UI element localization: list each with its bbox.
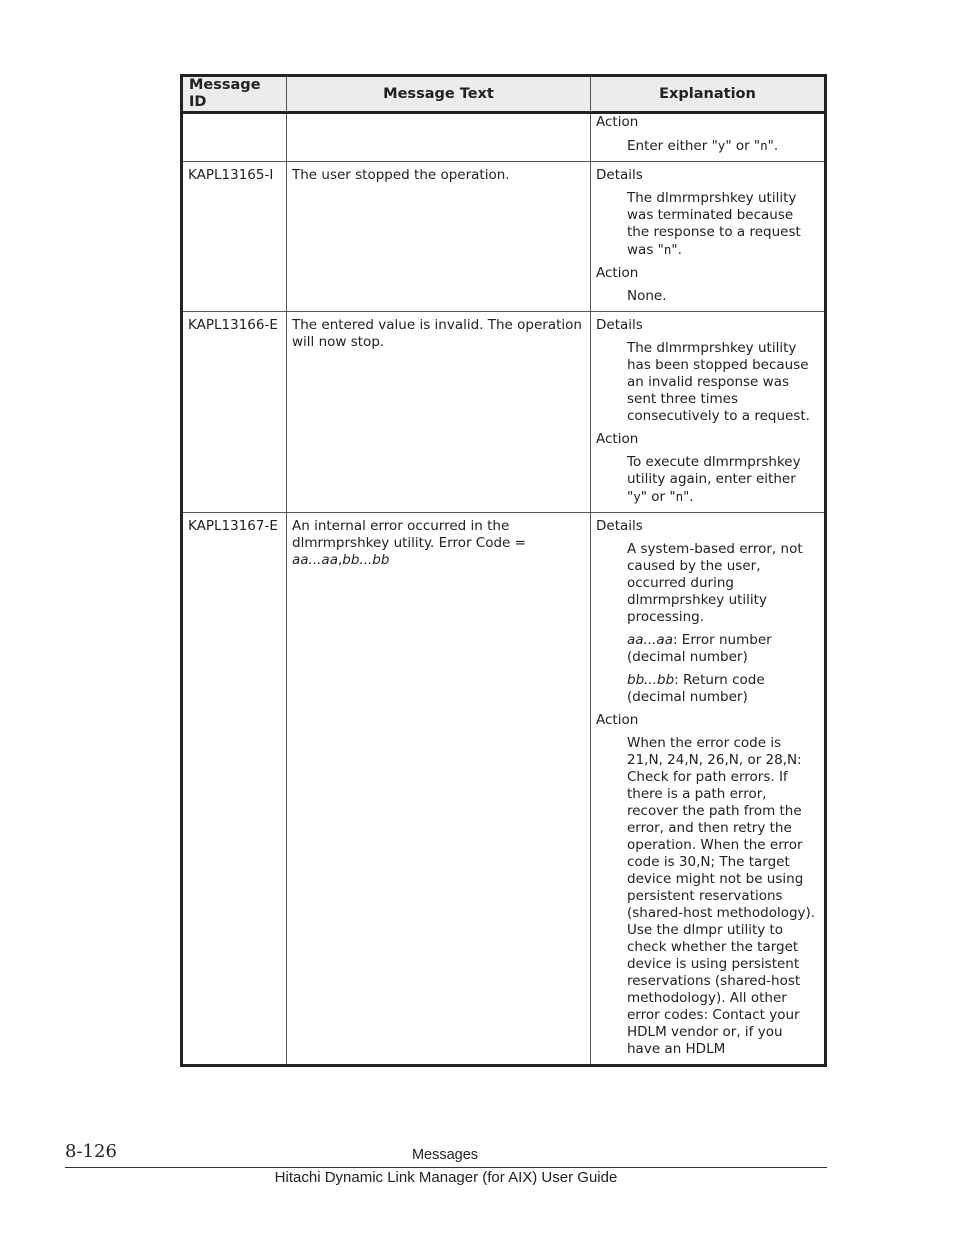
header-message-text: Message Text (287, 76, 591, 113)
text-run: " or " (640, 489, 676, 505)
text-run: A system-based error, not caused by the user, occurred during dlmrmprshkey utility processing. (627, 541, 803, 625)
header-explanation: Explanation (591, 76, 826, 113)
explanation-section (596, 167, 819, 259)
table-row (182, 312, 826, 513)
explanation-section (596, 431, 819, 506)
variable-text: bb...bb (627, 672, 675, 688)
table-row (182, 513, 826, 1066)
text-run: : Return code (decimal number) (627, 672, 765, 705)
text-run: An internal error occurred in the dlmrmprshkey utility. Error Code = (292, 518, 526, 551)
explanation-cell (591, 312, 826, 513)
variable-text: aa...aa (627, 632, 673, 648)
section-paragraph (627, 454, 819, 506)
section-paragraph (627, 137, 819, 155)
text-run: ". (683, 489, 694, 505)
book-title: Hitachi Dynamic Link Manager (for AIX) User Guide (274, 1169, 618, 1186)
section-body (627, 454, 819, 506)
table-row (182, 162, 826, 312)
footer-divider (65, 1167, 827, 1168)
page-number: 8-126 (65, 1141, 117, 1162)
text-run: : Error number (decimal number) (627, 632, 772, 665)
text-run: The user stopped the operation. (292, 167, 510, 183)
message-text-cell (287, 312, 591, 513)
text-run: The entered value is invalid. The operation will now stop. (292, 317, 582, 350)
message-id-cell (182, 113, 287, 162)
code-value: n (675, 489, 684, 504)
message-rows (182, 113, 826, 1066)
explanation-cell (591, 513, 826, 1066)
section-body (627, 735, 819, 1058)
explanation-section (596, 114, 819, 155)
variable-text: bb...bb (342, 552, 390, 568)
code-value: y (717, 138, 726, 153)
section-label: Action (596, 431, 639, 447)
section-body (627, 190, 819, 259)
message-id-cell: KAPL13166-E (182, 312, 287, 513)
text-run: ". (671, 242, 682, 258)
section-paragraph (627, 190, 819, 259)
section-label: Details (596, 518, 643, 534)
section-name: Messages (411, 1147, 479, 1163)
section-body (627, 541, 819, 706)
section-paragraph (627, 340, 819, 425)
section-body (627, 340, 819, 425)
text-run: When the error code is 21,N, 24,N, 26,N, or 28,N: Check for path errors. If there is a path error, recover the path from the error, and then retry the operation. When the error code is 30,N; The target device might not be using persistent reservations (shared-host methodology). Use the dlmpr utility to check whether the target device is using persistent reservations (shared-host methodology). All other error codes: Contact your HDLM vendor or, if you have an HDLM (627, 735, 816, 1057)
explanation-section (596, 265, 819, 305)
section-label: Action (596, 114, 639, 130)
section-paragraph (627, 288, 819, 305)
code-value: n (760, 138, 768, 153)
message-text-cell (287, 113, 591, 162)
message-text-cell (287, 162, 591, 312)
code-value: y (633, 489, 641, 504)
message-text-cell (287, 513, 591, 1066)
message-table (180, 74, 827, 1067)
message-id-cell: KAPL13167-E (182, 513, 287, 1066)
section-body (627, 288, 819, 305)
explanation-section (596, 518, 819, 706)
text-run: The dlmrmprshkey utility was terminated because the response to a request was " (627, 190, 801, 258)
section-label: Action (596, 265, 639, 281)
section-label: Details (596, 317, 643, 333)
explanation-section (596, 317, 819, 425)
text-run: To execute dlmrmprshkey utility again, enter either " (627, 454, 801, 505)
section-paragraph (627, 632, 819, 666)
explanation-section (596, 712, 819, 1058)
section-paragraph (627, 672, 819, 706)
explanation-cell (591, 113, 826, 162)
text-run: , (337, 552, 343, 568)
text-run: ". (767, 138, 779, 154)
text-run: The dlmrmprshkey utility has been stopped because an invalid response was sent three times consecutively to a request. (627, 340, 810, 424)
text-run: Enter either " (627, 138, 718, 154)
section-label: Action (596, 712, 639, 728)
header-message-id: Message ID (182, 76, 287, 113)
explanation-cell (591, 162, 826, 312)
text-run: None. (627, 288, 667, 304)
message-id-cell: KAPL13165-I (182, 162, 287, 312)
text-run: " or " (725, 138, 761, 154)
variable-text: aa...aa (292, 552, 338, 568)
code-value: n (663, 242, 672, 257)
section-body (627, 137, 819, 155)
header-row (182, 76, 826, 113)
section-label: Details (596, 167, 643, 183)
section-paragraph (627, 735, 819, 1058)
table-row (182, 113, 826, 162)
section-paragraph (627, 541, 819, 626)
